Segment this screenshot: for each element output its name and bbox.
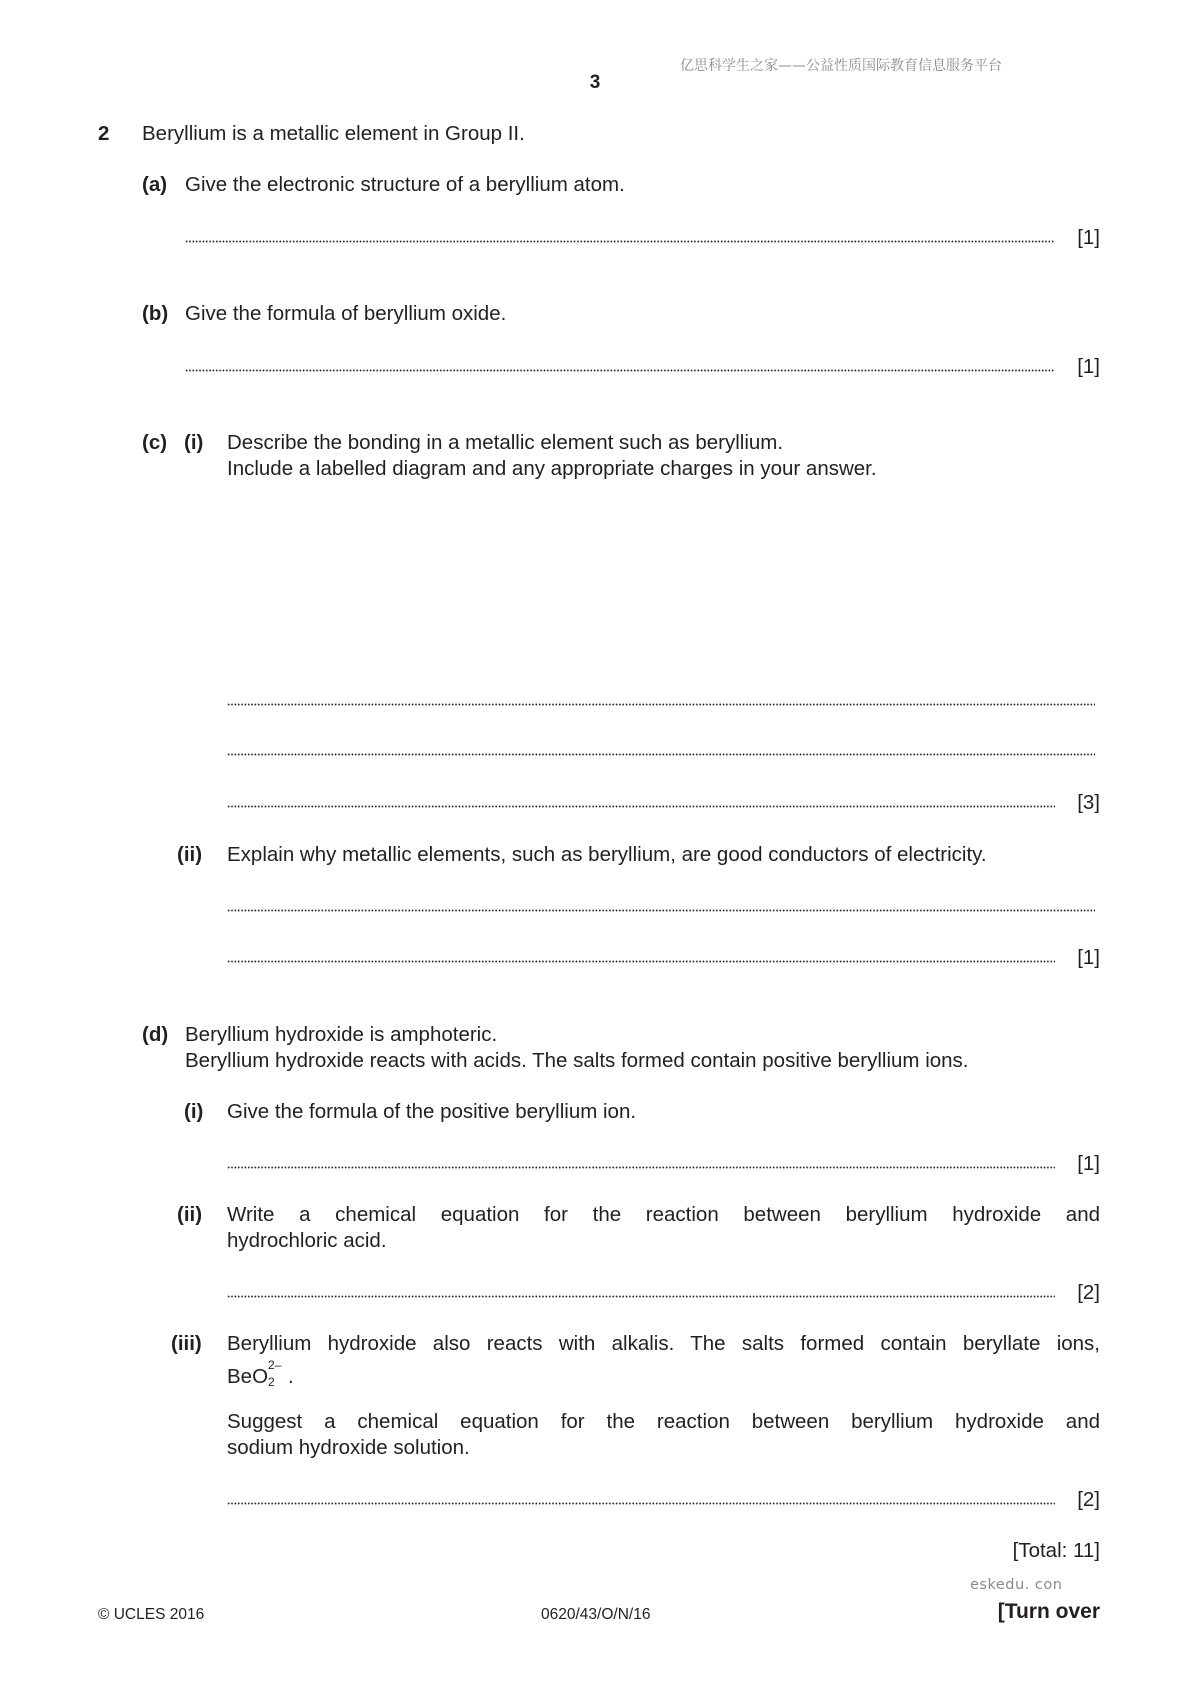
part-c-i-label: (i)	[184, 431, 204, 454]
ion-base: BeO	[227, 1365, 269, 1388]
answer-line-a[interactable]	[185, 225, 1055, 247]
marks-c-ii: [1]	[1077, 946, 1100, 969]
part-b-label: (b)	[142, 302, 169, 325]
ion-charge: 2–	[268, 1358, 282, 1372]
diagram-area[interactable]	[227, 490, 1097, 670]
answer-line-c-i-3[interactable]	[227, 790, 1055, 812]
part-d-i-text: Give the formula of the positive beryllium ion.	[227, 1100, 637, 1123]
ion-subscript: 2	[268, 1375, 275, 1389]
part-c-ii-text: Explain why metallic elements, such as beryllium, are good conductors of electricity.	[227, 843, 987, 866]
answer-line-c-i-1[interactable]	[227, 688, 1095, 710]
part-d-iii-line4: sodium hydroxide solution.	[227, 1436, 470, 1459]
site-watermark: eskedu. con	[970, 1577, 1063, 1593]
part-d-i-label: (i)	[184, 1100, 204, 1123]
paper-code: 0620/43/O/N/16	[541, 1606, 651, 1623]
marks-a: [1]	[1077, 226, 1100, 249]
total-marks: [Total: 11]	[1012, 1539, 1100, 1562]
ion-period: .	[288, 1365, 294, 1388]
part-d-ii-label: (ii)	[177, 1203, 203, 1226]
answer-line-d-iii[interactable]	[227, 1487, 1055, 1509]
part-c-label: (c)	[142, 431, 168, 454]
marks-c-i: [3]	[1077, 791, 1100, 814]
answer-line-d-i[interactable]	[227, 1151, 1055, 1173]
answer-line-c-ii-2[interactable]	[227, 945, 1055, 967]
question-number: 2	[98, 122, 110, 145]
part-c-i-line2: Include a labelled diagram and any appropriate charges in your answer.	[227, 457, 877, 480]
marks-d-iii: [2]	[1077, 1488, 1100, 1511]
part-d-label: (d)	[142, 1023, 169, 1046]
marks-d-i: [1]	[1077, 1152, 1100, 1175]
part-d-ii-line1: Write a chemical equation for the reaction between beryllium hydroxide and	[227, 1203, 1100, 1226]
part-a-label: (a)	[142, 173, 168, 196]
part-d-iii-line3: Suggest a chemical equation for the reaction between beryllium hydroxide and	[227, 1410, 1100, 1433]
answer-line-b[interactable]	[185, 354, 1055, 376]
page-number: 3	[589, 72, 601, 93]
part-d-iii-line1: Beryllium hydroxide also reacts with alkalis. The salts formed contain beryllate ions,	[227, 1332, 1100, 1355]
marks-d-ii: [2]	[1077, 1281, 1100, 1304]
copyright: © UCLES 2016	[98, 1606, 205, 1623]
part-d-line1: Beryllium hydroxide is amphoteric.	[185, 1023, 498, 1046]
part-c-ii-label: (ii)	[177, 843, 203, 866]
answer-line-c-i-2[interactable]	[227, 738, 1095, 760]
header-watermark: 亿思科学生之家——公益性质国际教育信息服务平台	[680, 58, 1002, 74]
marks-b: [1]	[1077, 355, 1100, 378]
part-b-text: Give the formula of beryllium oxide.	[185, 302, 507, 325]
question-stem: Beryllium is a metallic element in Group II.	[142, 122, 525, 145]
part-a-text: Give the electronic structure of a beryllium atom.	[185, 173, 625, 196]
part-d-ii-line2: hydrochloric acid.	[227, 1229, 387, 1252]
beryllate-ion-formula	[227, 1357, 294, 1390]
answer-line-d-ii[interactable]	[227, 1280, 1055, 1302]
answer-line-c-ii-1[interactable]	[227, 894, 1095, 916]
turn-over: [Turn over	[997, 1600, 1100, 1623]
part-d-line2: Beryllium hydroxide reacts with acids. The salts formed contain positive beryllium ions.	[185, 1049, 969, 1072]
part-d-iii-label: (iii)	[171, 1332, 202, 1355]
part-c-i-line1: Describe the bonding in a metallic element such as beryllium.	[227, 431, 784, 454]
